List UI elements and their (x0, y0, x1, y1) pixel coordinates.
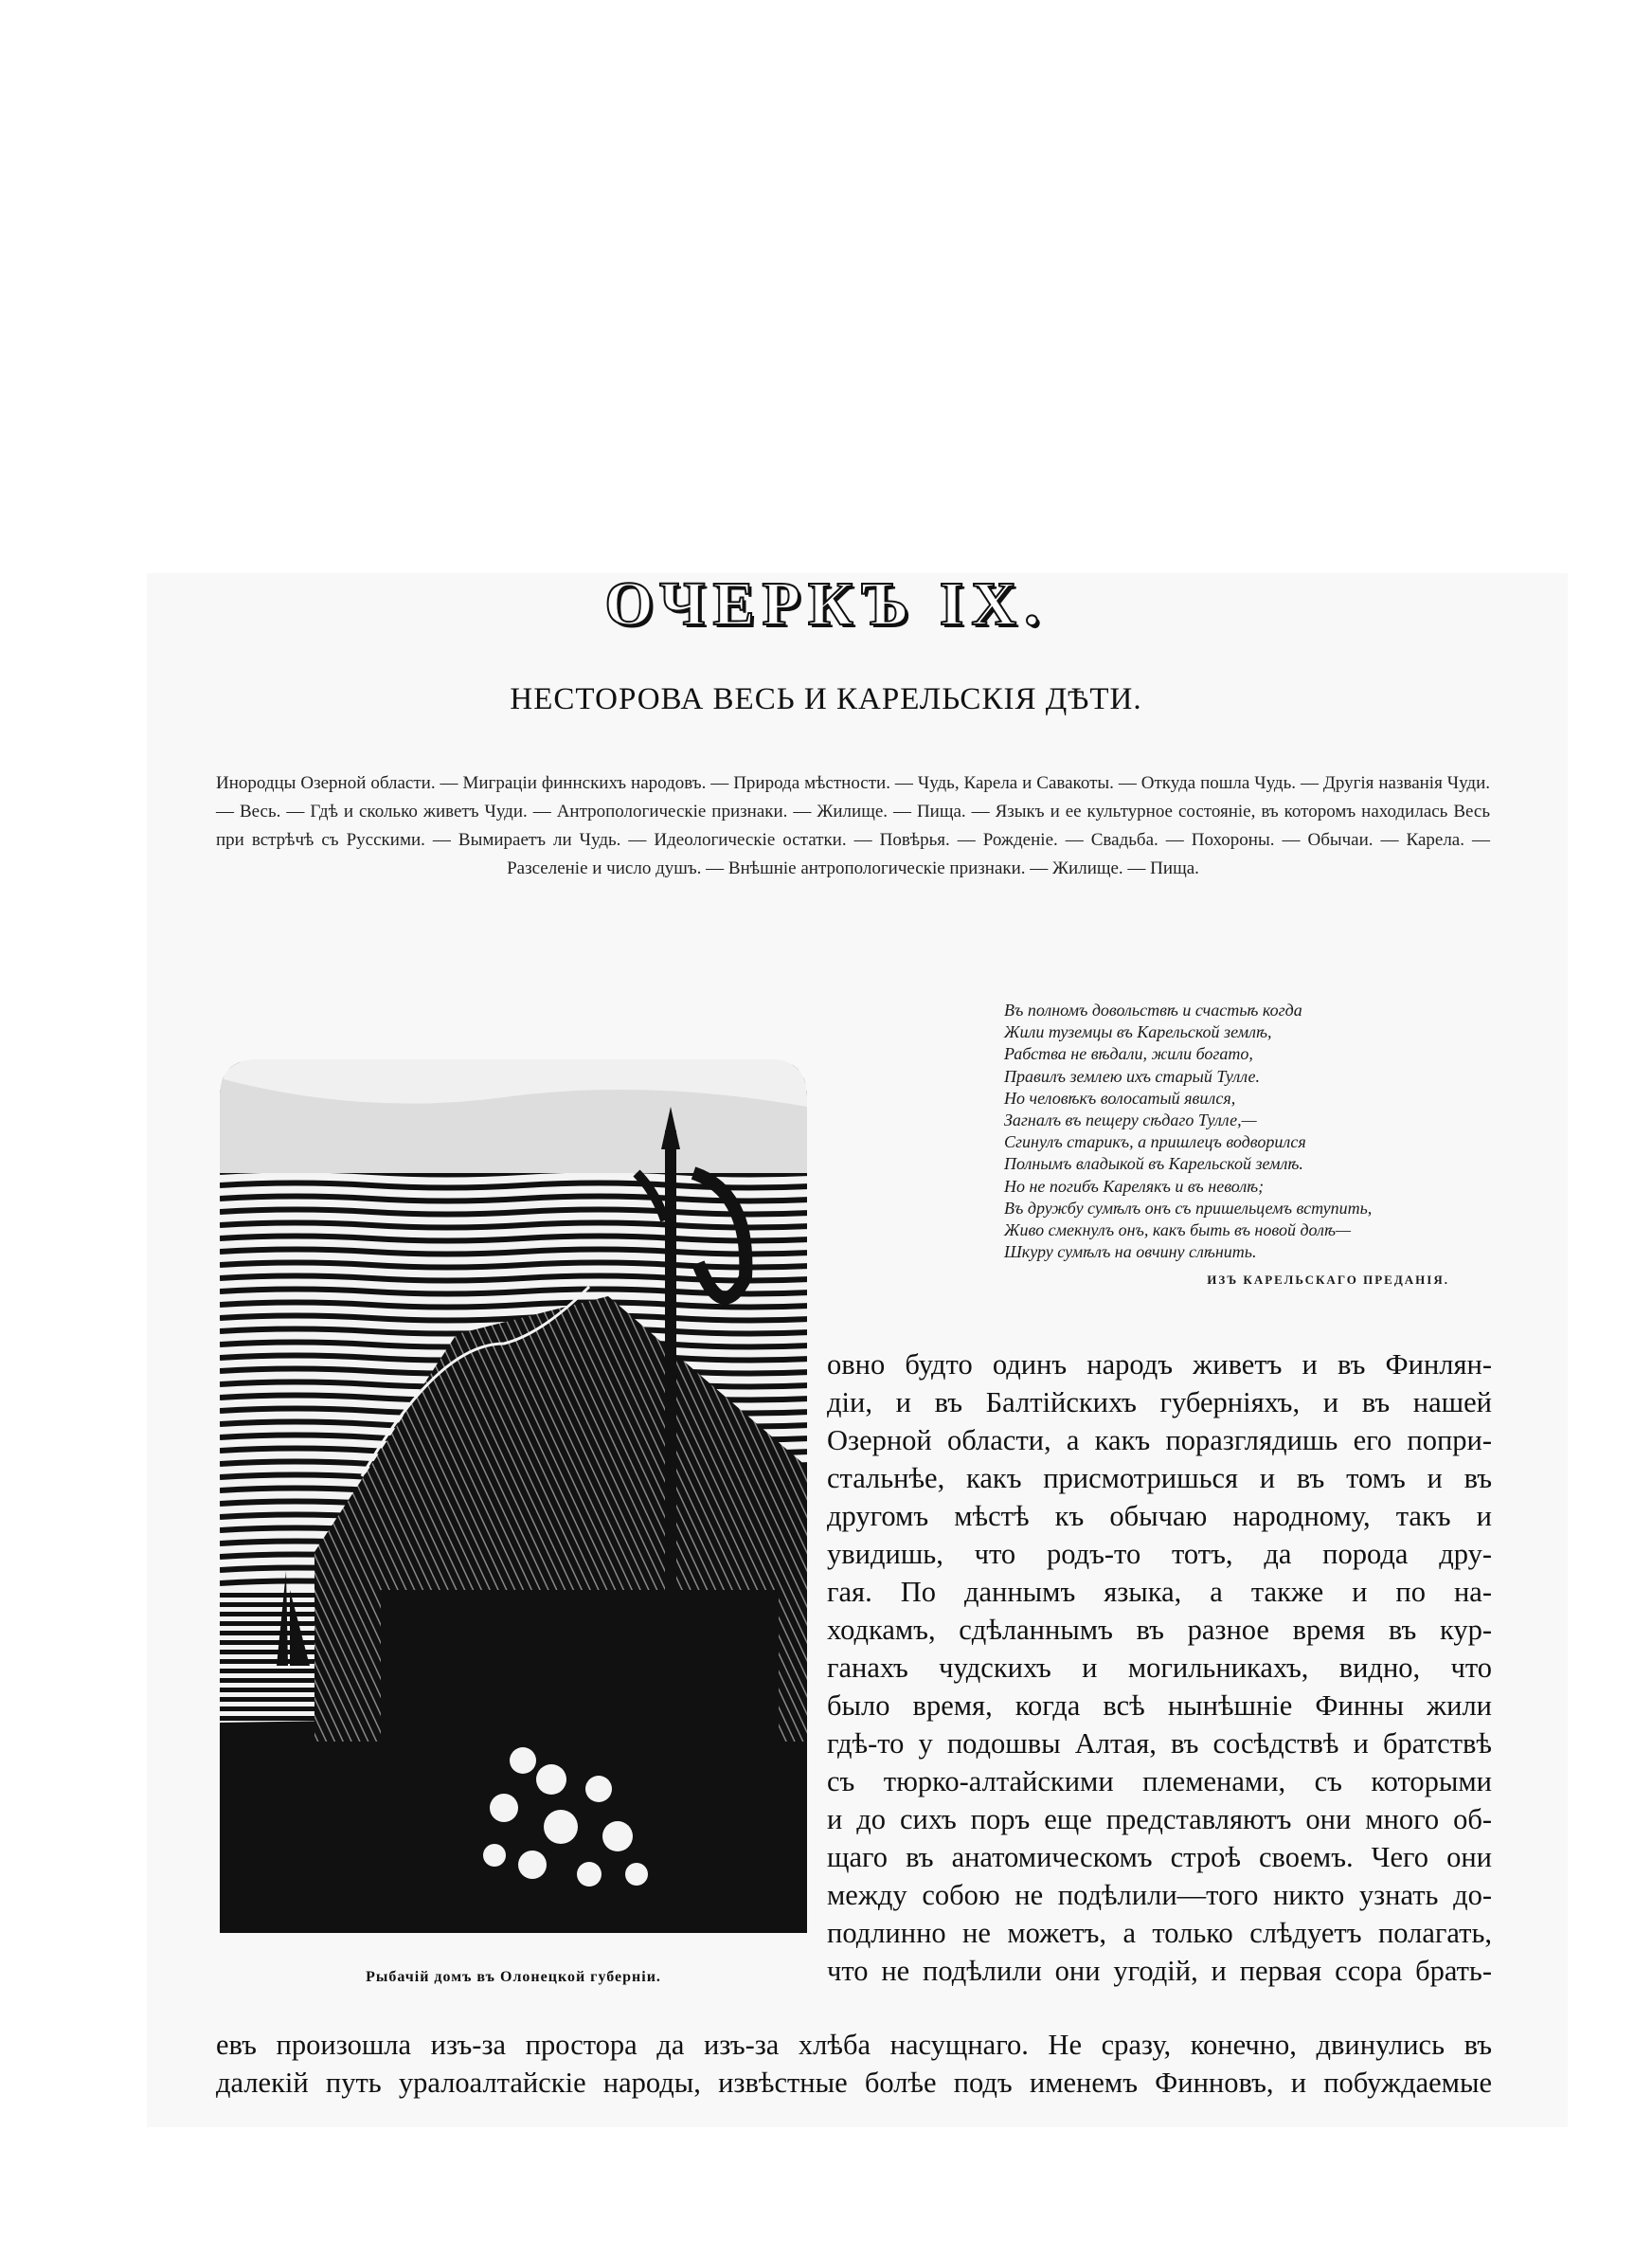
epigraph-source: ИЗЪ КАРЕЛЬСКАГО ПРЕДАНІЯ. (1207, 1273, 1449, 1288)
fisherman-house-engraving (220, 1059, 807, 1933)
epigraph-line: Но человѣкъ волосатый явился, (1004, 1088, 1236, 1108)
body-line: увидишь, что родъ-то тотъ, да порода дру- (827, 1538, 1492, 1570)
body-line: Озерной области, а какъ поразглядишь его попри- (827, 1424, 1492, 1456)
body-line: діи, и въ Балтійскихъ губерніяхъ, и въ нашей (827, 1386, 1492, 1418)
epigraph-line: Правилъ землею ихъ старый Тулле. (1004, 1066, 1261, 1086)
body-line: далекій путь уралоалтайскіе народы, извѣстные болѣе подъ именемъ Финновъ, и побуждаемые (216, 2067, 1492, 2099)
chapter-subtitle: НЕСТОРОВА ВЕСЬ И КАРЕЛЬСКІЯ ДѢТИ. (510, 682, 1142, 716)
body-line: щаго въ анатомическомъ строѣ своемъ. Чего они (827, 1841, 1492, 1873)
body-line: другомъ мѣстѣ къ обычаю народному, такъ и (827, 1500, 1492, 1532)
body-line: подлинно не можетъ, а только слѣдуетъ полагать, (827, 1917, 1492, 1949)
figure-caption: Рыбачій домъ въ Олонецкой губерніи. (366, 1969, 661, 1985)
body-text-full-width (216, 2026, 1492, 2102)
epigraph-line: Живо смекнулъ онъ, какъ быть въ новой долѣ— (1004, 1220, 1351, 1240)
body-line: стальнѣе, какъ присмотришься и въ томъ и въ (827, 1462, 1492, 1494)
body-line: было время, когда всѣ нынѣшніе Финны жили (827, 1689, 1492, 1722)
epigraph-line: Шкуру сумѣлъ на овчину слѣнить. (1004, 1242, 1257, 1262)
body-line: и до сихъ поръ еще представляютъ они много об- (827, 1803, 1492, 1835)
epigraph-line: Въ полномъ довольствѣ и счастьѣ когда (1004, 1001, 1302, 1020)
epigraph (1004, 1000, 1506, 1291)
epigraph-line: Жили туземцы въ Карельской землѣ, (1004, 1022, 1272, 1042)
epigraph-line: Но не погибъ Карелякъ и въ неволѣ; (1004, 1176, 1265, 1196)
epigraph-line: Рабства не вѣдали, жили богато, (1004, 1044, 1253, 1064)
chapter-summary: Инородцы Озерной области. — Миграціи финнскихъ народовъ. — Природа мѣстности. — Чудь, Карела и Савакоты. — Откуда пошла Чудь. — Другія названія Чуди. — Весь. — Гдѣ и сколько живетъ Чуди. — Антропологическіе признаки. — Жилище. — Пища. — Языкъ и ее культурное состояніе, въ которомъ находилась Весь при встрѣчѣ съ Русскими. — Вымираетъ ли Чудь. — Идеологическіе остатки. — Повѣрья. — Рожденіе. — Свадьба. — Похороны. — Обычаи. — Карела. — Разселеніе и число душъ. — Внѣшніе антропологическіе признаки. — Жилище. — Пища. (216, 773, 1490, 878)
body-text-column (827, 1345, 1492, 1990)
body-line: евъ произошла изъ-за простора да изъ-за хлѣба насущнаго. Не сразу, конечно, двинулись въ (216, 2029, 1492, 2061)
body-line: между собою не подѣлили—того никто узнать до- (827, 1879, 1492, 1911)
epigraph-line: Загналъ въ пещеру сѣдаго Тулле,— (1004, 1110, 1257, 1130)
body-line: ганахъ чудскихъ и могильникахъ, видно, что (827, 1652, 1492, 1684)
body-line: гая. По даннымъ языка, а также и по на- (827, 1576, 1492, 1608)
body-line: съ тюрко-алтайскими племенами, съ которыми (827, 1765, 1492, 1797)
epigraph-line: Въ дружбу сумѣлъ онъ съ пришельцемъ вступить, (1004, 1198, 1373, 1218)
chapter-title: ОЧЕРКЪ IX. (604, 569, 1048, 639)
body-line: что не подѣлили они угодій, и первая ссора брать- (827, 1955, 1492, 1987)
epigraph-line: Сгинулъ старикъ, а пришлецъ водворился (1004, 1132, 1306, 1152)
epigraph-line: Полнымъ владыкой въ Карельской землѣ. (1004, 1154, 1303, 1174)
body-line: овно будто одинъ народъ живетъ и въ Финлян- (827, 1348, 1492, 1381)
body-line: ходкамъ, сдѣланнымъ въ разное время въ кур- (827, 1614, 1492, 1646)
body-line: гдѣ-то у подошвы Алтая, въ сосѣдствѣ и братствѣ (827, 1727, 1492, 1760)
